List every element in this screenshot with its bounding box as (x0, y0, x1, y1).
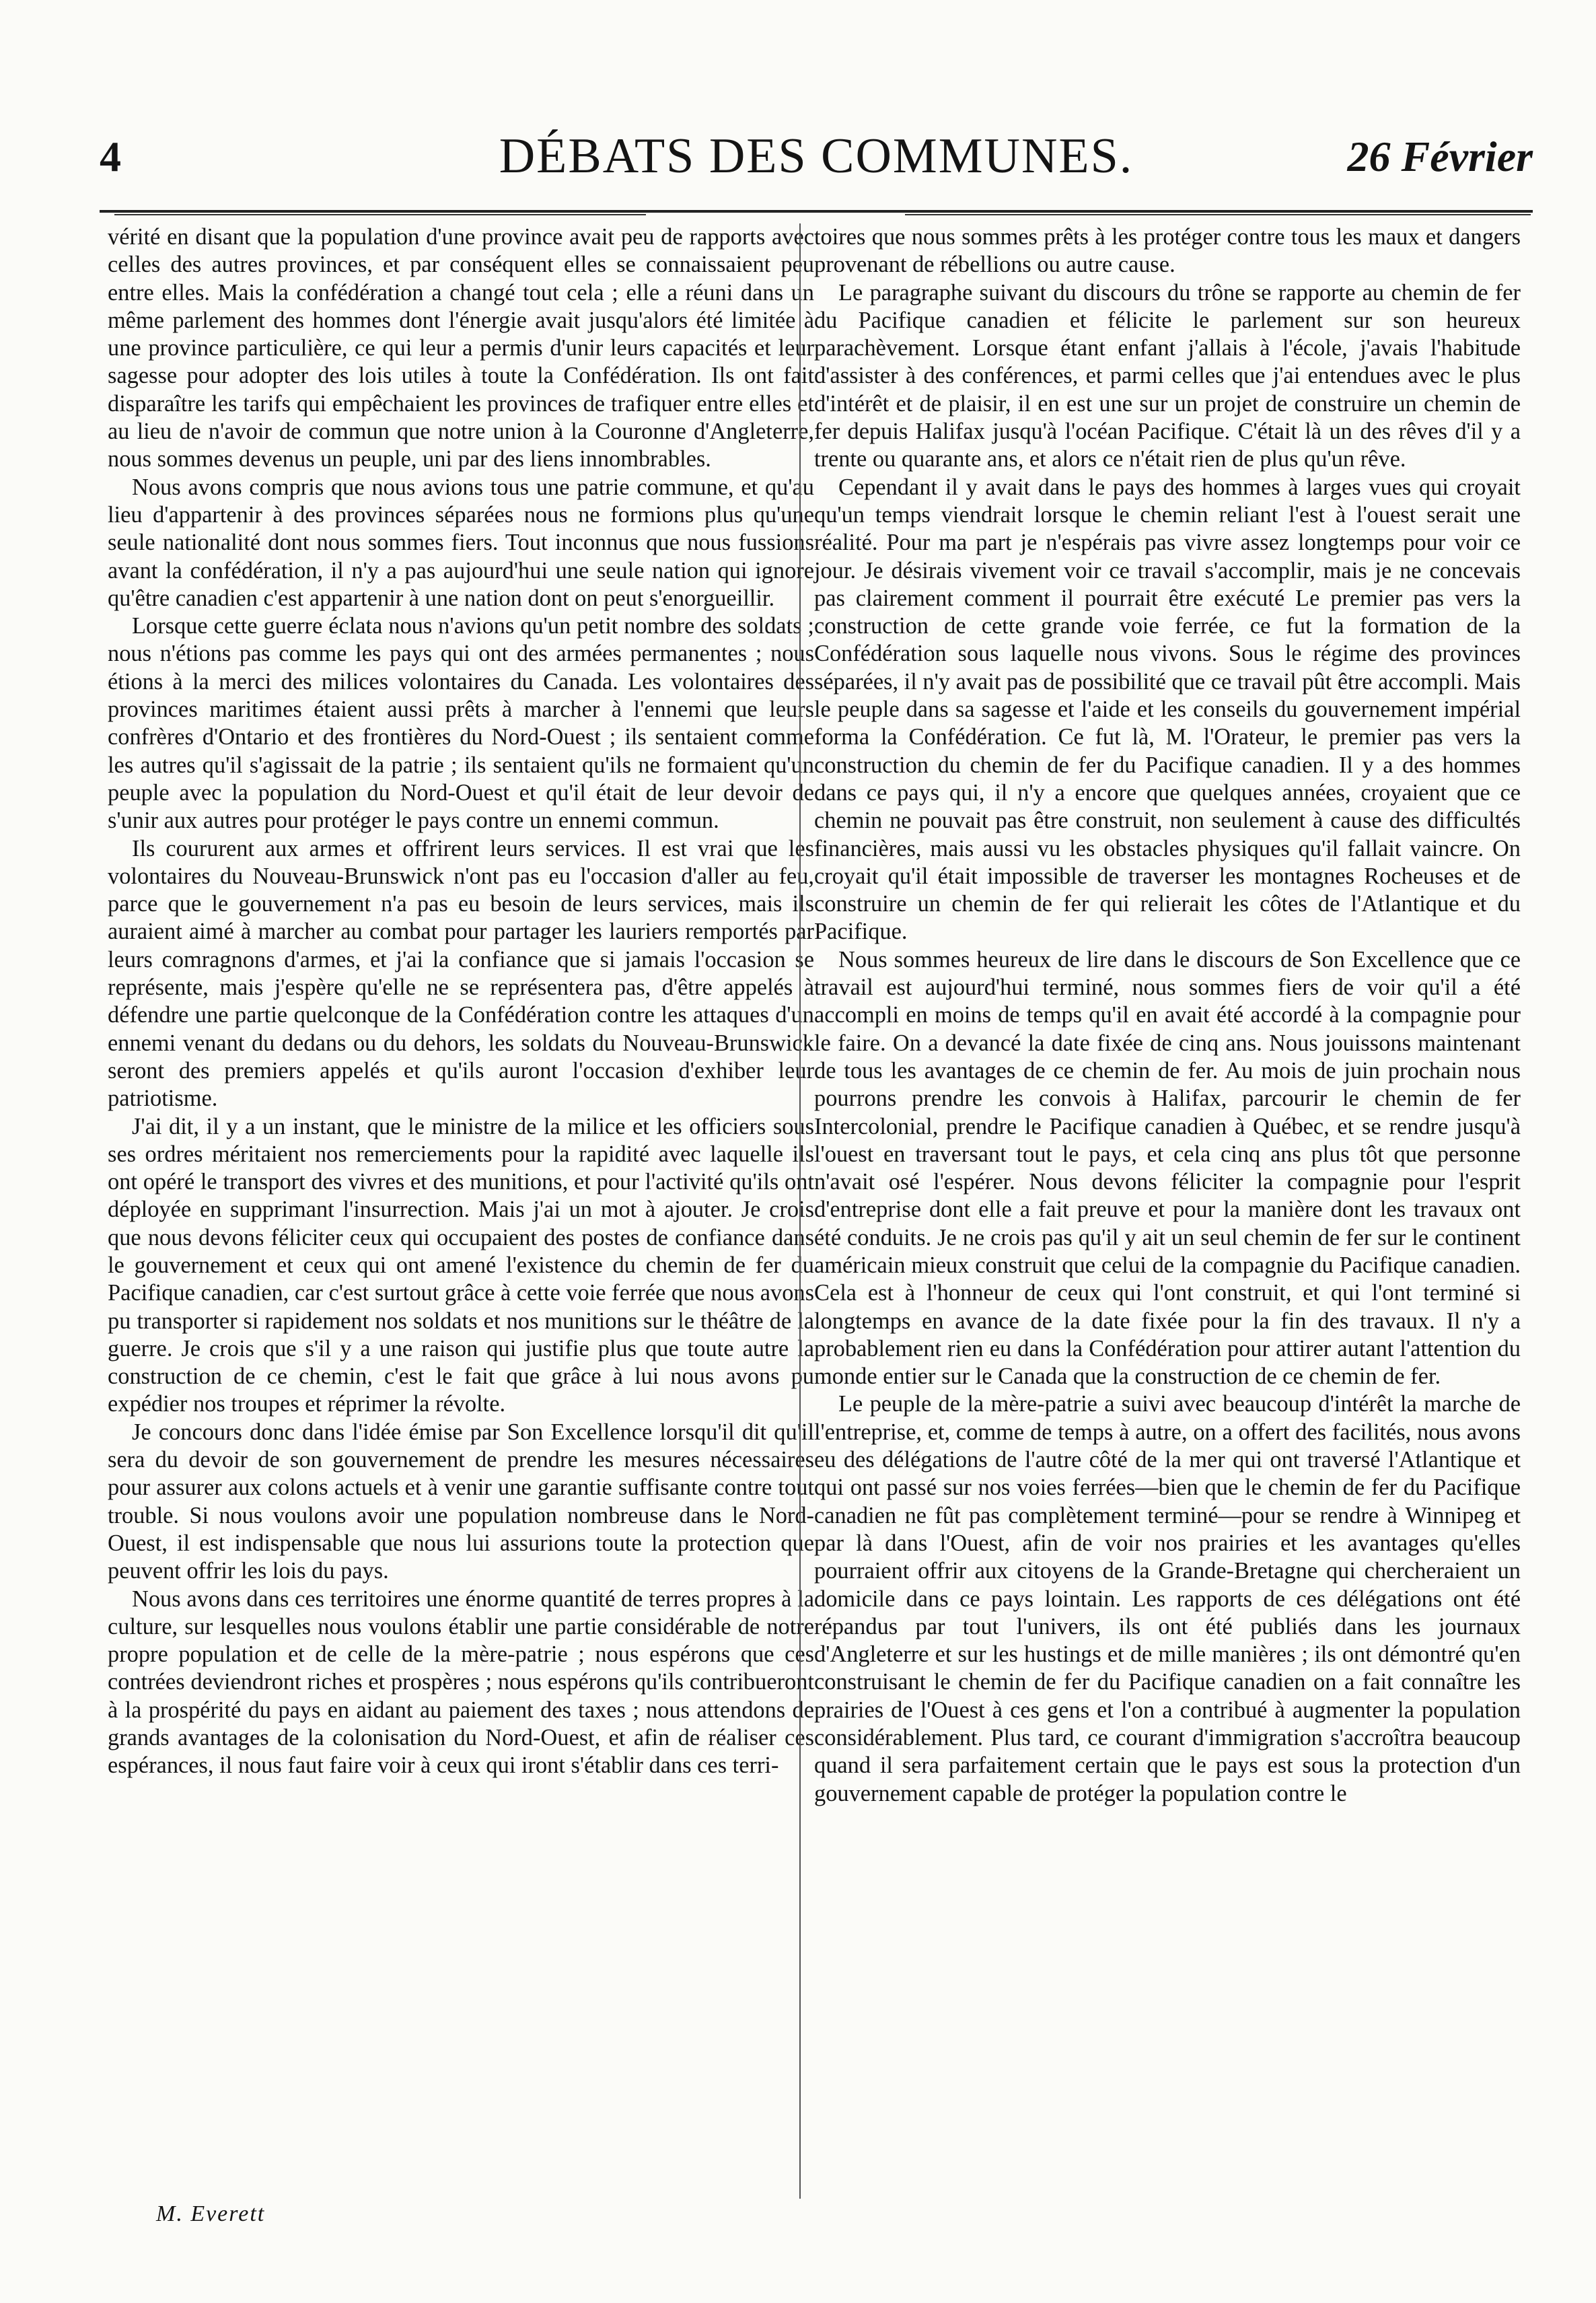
column-rule-left (114, 214, 646, 215)
page-header (100, 128, 1533, 195)
paragraph: J'ai dit, il y a un instant, que le ministre de la milice et les officiers sous ses ordres méritaient nos remerciements pour la rapidité avec laquelle ils ont opéré le transport des vivres et des munitions, et pour l'activité qu'ils ont déployée en supprimant l'insurrection. Mais j'ai un mot à ajouter. Je crois que nous devons féliciter ceux qui occupaient des postes de confiance dans le gouvernement et ceux qui ont amené l'existence du chemin de fer du Pacifique canadien, car c'est surtout grâce à cette voie ferrée que nous avons pu transporter si rapidement nos soldats et nos munitions sur le théâtre de la guerre. Je crois que s'il y a une raison qui justifie plus que toute autre la construction de ce chemin, c'est le fait que grâce à lui nous avons pu expédier nos troupes et réprimer la révolte. (108, 1113, 814, 1417)
paragraph: Le peuple de la mère-patrie a suivi avec beaucoup d'intérêt la marche de l'entreprise, et, comme de temps à autre, on a offert des facilités, nous avons eu des délégations de l'autre côté de la mer qui ont traversé l'Atlantique et qui ont passé sur nos voies ferrées—bien que le chemin de fer du Pacifique canadien ne fût pas complètement terminé—pour se rendre à Winnipeg et par là dans l'Ouest, afin de voir nos prairies et les avantages qu'elles pourraient offrir aux citoyens de la Grande-Bretagne qui chercheraient un domicile dans ce pays lointain. Les rapports de ces délégations ont été répandus par tout l'univers, ils ont été publiés dans les journaux d'Angleterre et sur les hustings et de mille manières ; ils ont démontré qu'en construisant le chemin de fer du Pacifique canadien on a fait connaître les prairies de l'Ouest à ces gens et l'on a contribué à augmenter la population considérablement. Plus tard, ce courant d'immigration s'accroîtra beaucoup quand il sera parfaitement certain que le pays est sous la protection d'un gouvernement capable de protéger la population contre le (814, 1391, 1521, 1806)
header-date: 26 Février (1347, 133, 1533, 180)
paragraph: Nous avons compris que nous avions tous une patrie commune, et qu'au lieu d'appartenir à des provinces séparées nous ne formions plus qu'une seule nationalité dont nous sommes fiers. Tout inconnus que nous fussions avant la confédération, il n'y a pas aujourd'hui une seule nation qui ignore qu'être canadien c'est appartenir à une nation dont on peut s'enorgueillir. (108, 474, 814, 611)
page-number: 4 (100, 133, 121, 180)
paragraph: vérité en disant que la population d'une province avait peu de rapports avec celles des autres provinces, et par conséquent elles se connaissaient peu entre elles. Mais la confédération a changé tout cela ; elle a réuni dans un même parlement des hommes dont l'énergie avait jusqu'alors été limitée à une province particulière, ce qui leur a permis d'unir leurs capacités et leur sagesse pour adopter des lois utiles à toute la Confédération. Ils ont fait disparaître les tarifs qui empêchaient les provinces de trafiquer entre elles et au lieu de n'avoir de commun que notre union à la Couronne d'Angleterre, nous sommes devenus un peuple, uni par des liens innombrables. (108, 224, 814, 472)
page-title: DÉBATS DES COMMUNES. (499, 129, 1134, 184)
paragraph: Nous avons dans ces territoires une énorme quantité de terres propres à la culture, sur lesquelles nous voulons établir une partie considérable de notre propre population et de celle de la mère-patrie ; nous espérons que ces contrées deviendront riches et prospères ; nous espérons qu'ils contribueront à la prospérité du pays en aidant au paiement des taxes ; nous attendons de grands avantages de la colonisation du Nord-Ouest, et afin de réaliser ces espérances, il nous faut faire voir à ceux qui iront s'établir dans ces terri- (108, 1586, 814, 1779)
paragraph: Le paragraphe suivant du discours du trône se rapporte au chemin de fer du Pacifique canadien et félicite le parlement sur son heureux parachèvement. Lorsque étant enfant j'allais à l'école, j'avais l'habitude d'assister à des conférences, et parmi celles que j'ai entendues avec le plus d'intérêt et de plaisir, il en est une sur un projet de construire un chemin de fer depuis Halifax jusqu'à l'océan Pacifique. C'était là un des rêves d'il y a trente ou quarante ans, et alors ce n'était rien de plus qu'un rêve. (814, 279, 1521, 472)
header-rule (100, 210, 1533, 213)
paragraph: Je concours donc dans l'idée émise par Son Excellence lorsqu'il dit qu'il sera du devoir de son gouvernement de prendre les mesures nécessaires pour assurer aux colons actuels et à venir une garantie suffisante contre tout trouble. Si nous voulons avoir une population nombreuse dans le Nord-Ouest, il est indispensable que nous lui assurions toute la protection que peuvent offrir les lois du pays. (108, 1419, 814, 1584)
speaker-name: M. Everett (156, 2201, 266, 2226)
right-column (814, 223, 1521, 1808)
paragraph: Nous sommes heureux de lire dans le discours de Son Excellence que ce travail est aujourd'hui terminé, nous sommes fiers de voir qu'il a été accompli en moins de temps qu'il en avait été accordé à la compagnie pour le faire. On a devancé la date fixée de cinq ans. Nous jouissons maintenant de tous les avantages de ce chemin de fer. Au mois de juin prochain nous pourrons prendre les convois à Halifax, parcourir le chemin de fer Intercolonial, prendre le Pacifique canadien à Québec, et se rendre jusqu'à l'ouest en traversant tout le pays, et cela cinq ans plus tôt que personne n'avait osé l'espérer. Nous devons féliciter la compagnie pour l'esprit d'entreprise dont elle a fait preuve et pour la manière dont les travaux ont été conduits. Je ne crois pas qu'il y ait un seul chemin de fer sur le continent américain mieux construit que celui de la compagnie du Pacifique canadien. Cela est à l'honneur de ceux qui l'ont construit, et qui l'ont terminé si longtemps en avance de la date fixée pour la fin des travaux. Il n'y a probablement rien eu dans la Confédération pour attirer autant l'attention du monde entier sur le Canada que la construction de ce chemin de fer. (814, 946, 1521, 1390)
left-column (108, 223, 814, 1780)
paragraph: Ils coururent aux armes et offrirent leurs services. Il est vrai que les volontaires du Nouveau-Brunswick n'ont pas eu l'occasion d'aller au feu, parce que le gouvernement n'a pas eu besoin de leurs services, mais ils auraient aimé à marcher au combat pour partager les lauriers remportés par leurs comragnons d'armes, et j'ai la confiance que si jamais l'occasion se représente, mais j'espère qu'elle ne se représentera pas, d'être appelés à défendre une partie quelconque de la Confédération contre les attaques d'un ennemi venant du dedans ou du dehors, les soldats du Nouveau-Brunswick seront des premiers appelés et qu'ils auront l'occasion d'exhiber leur patriotisme. (108, 835, 814, 1112)
paragraph: Lorsque cette guerre éclata nous n'avions qu'un petit nombre des soldats ; nous n'étions pas comme les pays qui ont des armées permanentes ; nous étions à la merci des milices volontaires du Canada. Les volontaires des provinces maritimes étaient aussi prêts à marcher à l'ennemi que leurs confrères d'Ontario et des frontières du Nord-Ouest ; ils sentaient comme les autres qu'il s'agissait de la patrie ; ils sentaient qu'ils ne formaient qu'un peuple avec la population du Nord-Ouest et qu'il était de leur devoir de s'unir aux autres pour protéger le pays contre un ennemi commun. (108, 613, 814, 834)
column-divider (799, 223, 801, 2199)
paragraph: Cependant il y avait dans le pays des hommes à larges vues qui croyait qu'un temps viendrait lorsque le chemin reliant l'est à l'ouest serait une réalité. Pour ma part je n'espérais pas vivre assez longtemps pour voir ce jour. Je désirais vivement voir ce travail s'accomplir, mais je ne concevais pas clairement comment il pourrait être exécuté Le premier pas vers la construction de cette grande voie ferrée, ce fut la formation de la Confédération sous laquelle nous vivons. Sous le régime des provinces séparées, il n'y avait pas de possibilité que ce travail pût être accompli. Mais le peuple dans sa sagesse et l'aide et les conseils du gouvernement impérial forma la Confédération. Ce fut là, M. l'Orateur, le premier pas vers la construction du chemin de fer du Pacifique canadien. Il y a des hommes dans ce pays qui, il n'y a encore que quelques années, croyaient que ce chemin ne pouvait pas être construit, non seulement à cause des difficultés financières, mais aussi vu les obstacles physiques qu'il fallait vaincre. On croyait qu'il était impossible de traverser les montagnes Rocheuses et de construire un chemin de fer qui relierait les côtes de l'Atlantique et du Pacifique. (814, 474, 1521, 945)
column-rule-right (905, 214, 1531, 215)
paragraph: toires que nous sommes prêts à les protéger contre tous les maux et dangers provenant de rébellions ou autre cause. (814, 224, 1521, 278)
